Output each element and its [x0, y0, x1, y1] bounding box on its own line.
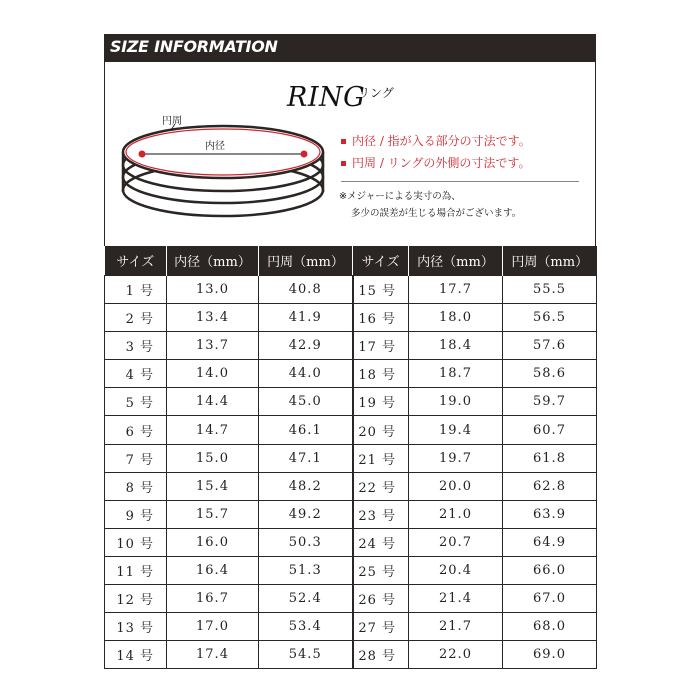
header-size: サイズ [353, 246, 409, 276]
disclaimer-line-1: ※メジャーによる実寸の為、 [339, 191, 461, 202]
circumference-cell: 57.6 [503, 332, 597, 360]
inner-diameter-cell: 17.7 [409, 276, 503, 304]
table-row [105, 304, 597, 332]
inner-diameter-cell: 21.4 [409, 585, 503, 613]
disclaimer-line-2: 多少の誤差が生じる場合がございます。 [351, 208, 522, 219]
table-row [105, 332, 597, 360]
circumference-cell: 54.5 [259, 641, 353, 669]
inner-diameter-dot-left [139, 151, 146, 158]
circumference-cell: 42.9 [259, 332, 353, 360]
header-circumference: 円周（mm） [503, 246, 597, 276]
circumference-cell: 49.2 [259, 500, 353, 528]
circumference-label: 円周 [162, 116, 182, 127]
table-row [105, 444, 597, 472]
inner-diameter-cell: 13.4 [167, 304, 259, 332]
circumference-cell: 64.9 [503, 528, 597, 556]
inner-diameter-cell: 19.0 [409, 388, 503, 416]
size-cell: 9 号 [105, 500, 167, 528]
inner-diameter-cell: 20.4 [409, 556, 503, 584]
circumference-cell: 60.7 [503, 416, 597, 444]
size-cell: 28 号 [353, 641, 409, 669]
size-cell: 7 号 [105, 444, 167, 472]
bullet-icon [341, 161, 346, 166]
table-row [105, 528, 597, 556]
circumference-cell: 40.8 [259, 276, 353, 304]
size-cell: 19 号 [353, 388, 409, 416]
circumference-cell: 46.1 [259, 416, 353, 444]
circumference-cell: 68.0 [503, 613, 597, 641]
table-row [105, 472, 597, 500]
inner-diameter-cell: 20.7 [409, 528, 503, 556]
circumference-cell: 63.9 [503, 500, 597, 528]
circumference-cell: 41.9 [259, 304, 353, 332]
size-cell: 6 号 [105, 416, 167, 444]
circumference-cell: 48.2 [259, 472, 353, 500]
ring-info-panel [104, 62, 596, 246]
inner-diameter-cell: 21.7 [409, 613, 503, 641]
table-row [105, 585, 597, 613]
circumference-cell: 62.8 [503, 472, 597, 500]
circumference-cell: 58.6 [503, 360, 597, 388]
inner-diameter-cell: 19.4 [409, 416, 503, 444]
size-cell: 22 号 [353, 472, 409, 500]
header-size: サイズ [105, 246, 167, 276]
inner-diameter-cell: 13.0 [167, 276, 259, 304]
header-inner-diameter: 内径（mm） [409, 246, 503, 276]
circumference-cell: 59.7 [503, 388, 597, 416]
inner-diameter-cell: 17.4 [167, 641, 259, 669]
inner-diameter-cell: 15.4 [167, 472, 259, 500]
circumference-cell: 61.8 [503, 444, 597, 472]
ring-diagram [105, 62, 335, 246]
table-row [105, 641, 597, 669]
circumference-cell: 45.0 [259, 388, 353, 416]
circumference-cell: 55.5 [503, 276, 597, 304]
size-cell: 13 号 [105, 613, 167, 641]
inner-diameter-cell: 14.4 [167, 388, 259, 416]
inner-diameter-cell: 15.0 [167, 444, 259, 472]
inner-diameter-cell: 21.0 [409, 500, 503, 528]
inner-diameter-cell: 15.7 [167, 500, 259, 528]
inner-diameter-cell: 18.4 [409, 332, 503, 360]
size-cell: 11 号 [105, 556, 167, 584]
size-cell: 4 号 [105, 360, 167, 388]
inner-diameter-cell: 19.7 [409, 444, 503, 472]
inner-diameter-dot-right [301, 151, 308, 158]
circumference-cell: 66.0 [503, 556, 597, 584]
size-cell: 14 号 [105, 641, 167, 669]
inner-diameter-cell: 16.0 [167, 528, 259, 556]
inner-diameter-cell: 18.0 [409, 304, 503, 332]
size-cell: 26 号 [353, 585, 409, 613]
circumference-cell: 44.0 [259, 360, 353, 388]
size-cell: 24 号 [353, 528, 409, 556]
inner-diameter-cell: 13.7 [167, 332, 259, 360]
inner-diameter-label: 内径 [205, 141, 225, 152]
size-cell: 27 号 [353, 613, 409, 641]
size-cell: 15 号 [353, 276, 409, 304]
size-cell: 12 号 [105, 585, 167, 613]
table-row [105, 416, 597, 444]
size-cell: 1 号 [105, 276, 167, 304]
size-cell: 3 号 [105, 332, 167, 360]
circumference-cell: 50.3 [259, 528, 353, 556]
table-row [105, 388, 597, 416]
notes-divider [341, 181, 579, 182]
inner-diameter-cell: 20.0 [409, 472, 503, 500]
size-cell: 8 号 [105, 472, 167, 500]
page-title: SIZE INFORMATION [110, 37, 278, 56]
title-bar [104, 34, 596, 62]
inner-diameter-cell: 18.7 [409, 360, 503, 388]
note-inner-diameter: 内径 / 指が入る部分の寸法です。 [341, 132, 531, 149]
table-row [105, 500, 597, 528]
size-cell: 21 号 [353, 444, 409, 472]
table-row [105, 360, 597, 388]
table-header-row [105, 246, 597, 276]
circumference-cell: 69.0 [503, 641, 597, 669]
circumference-cell: 52.4 [259, 585, 353, 613]
size-cell: 23 号 [353, 500, 409, 528]
size-cell: 20 号 [353, 416, 409, 444]
bullet-icon [341, 139, 346, 144]
ring-size-table [104, 246, 597, 669]
ring-top-rim [123, 126, 323, 178]
inner-diameter-cell: 16.7 [167, 585, 259, 613]
inner-diameter-cell: 17.0 [167, 613, 259, 641]
inner-diameter-cell: 22.0 [409, 641, 503, 669]
ring-heading: RING [287, 82, 366, 113]
circumference-cell: 51.3 [259, 556, 353, 584]
size-cell: 2 号 [105, 304, 167, 332]
table-row [105, 556, 597, 584]
circumference-cell: 47.1 [259, 444, 353, 472]
circumference-cell: 53.4 [259, 613, 353, 641]
table-row [105, 276, 597, 304]
header-circumference: 円周（mm） [259, 246, 353, 276]
size-cell: 18 号 [353, 360, 409, 388]
inner-diameter-cell: 14.0 [167, 360, 259, 388]
size-cell: 10 号 [105, 528, 167, 556]
inner-diameter-cell: 14.7 [167, 416, 259, 444]
inner-diameter-cell: 16.4 [167, 556, 259, 584]
size-cell: 17 号 [353, 332, 409, 360]
ring-heading-sub: リング [358, 86, 394, 100]
header-inner-diameter: 内径（mm） [167, 246, 259, 276]
table-row [105, 613, 597, 641]
circumference-cell: 56.5 [503, 304, 597, 332]
circumference-cell: 67.0 [503, 585, 597, 613]
note-circumference: 円周 / リングの外側の寸法です。 [341, 154, 530, 171]
size-cell: 25 号 [353, 556, 409, 584]
size-cell: 5 号 [105, 388, 167, 416]
size-cell: 16 号 [353, 304, 409, 332]
